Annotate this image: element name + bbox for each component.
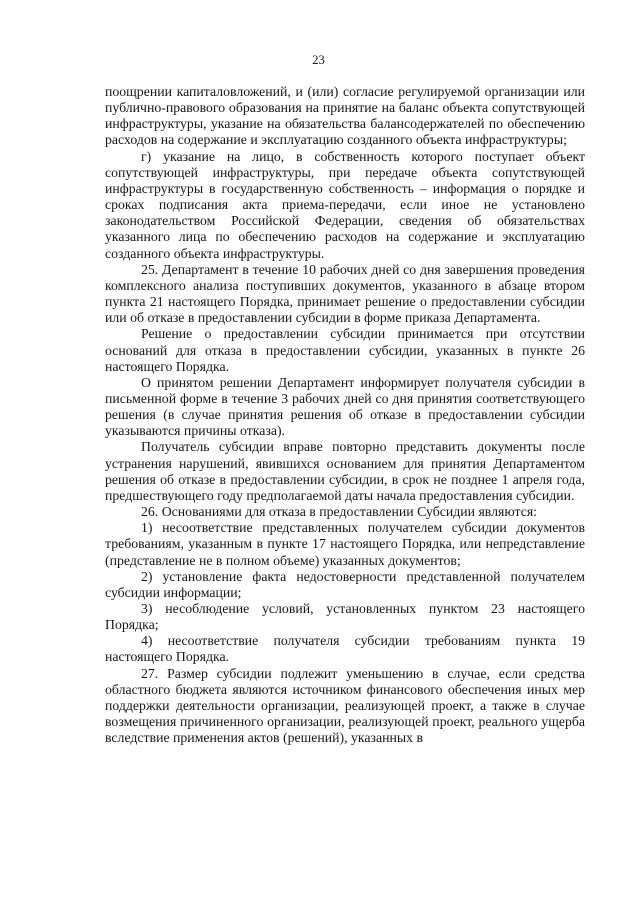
paragraph-ground-3: 3) несоблюдение условий, установленных пунктом 23 настоящего Порядка; bbox=[105, 601, 585, 633]
paragraph-ground-4: 4) несоответствие получателя субсидии требованиям пункта 19 настоящего Порядка. bbox=[105, 633, 585, 665]
paragraph-clause-25: 25. Департамент в течение 10 рабочих дней со дня завершения проведения комплексного анализа поступивших документов, указанного в абзаце втором пункта 21 настоящего Порядка, принимает решение о предоставлении субсидии или об отказе в предоставлении субсидии в форме приказа Департамента. bbox=[105, 261, 585, 326]
paragraph-ground-2: 2) установление факта недостоверности представленной получателем субсидии информации; bbox=[105, 568, 585, 600]
document-body bbox=[105, 84, 585, 746]
paragraph-resubmission: Получатель субсидии вправе повторно представить документы после устранения нарушений, явившихся основанием для принятия Департаментом решения об отказе в предоставлении субсидии, в срок не позднее 1 апреля года, предшествующего году предполагаемой даты начала предоставления субсидии. bbox=[105, 439, 585, 503]
paragraph-clause-26: 26. Основаниями для отказа в предоставлении Субсидии являются: bbox=[141, 504, 537, 520]
paragraph-decision: Решение о предоставлении субсидии принимается при отсутствии оснований для отказа в предоставлении субсидии, указанных в пункте 26 настоящего Порядка. bbox=[105, 326, 585, 374]
paragraph-continuation: поощрении капиталовложений, и (или) согласие регулируемой организации или публично-правового образования на принятие на баланс объекта сопутствующей инфраструктуры, указание на обязательства балансодержателей по обеспечению расходов на содержание и эксплуатацию созданного объекта инфраструктуры; bbox=[105, 84, 585, 148]
paragraph-item-g: г) указание на лицо, в собственность которого поступает объект сопутствующей инфраструктуры, при передаче объекта сопутствующей инфраструктуры в государственную собственность – информация о порядке и сроках подписания акта приема-передачи, если иное не установлено законодательством Российской Федерации, сведения об обязательствах указанного лица по обеспечению расходов на содержание и эксплуатацию созданного объекта инфраструктуры. bbox=[105, 148, 585, 261]
page-number: 23 bbox=[312, 53, 325, 67]
paragraph-ground-1: 1) несоответствие представленных получателем субсидии документов требованиям, указанным в пункте 17 настоящего Порядка, или непредставление (представление не в полном объеме) указанных документов; bbox=[105, 520, 585, 568]
paragraph-clause-27: 27. Размер субсидии подлежит уменьшению в случае, если средства областного бюджета являются источником финансового обеспечения иных мер поддержки деятельности организации, реализующей проект, а также в случае возмещения причиненного организации, реализующей проект, реального ущерба вследствие применения актов (решений), указанных в bbox=[105, 665, 585, 746]
paragraph-notification: О принятом решении Департамент информирует получателя субсидии в письменной форме в течение 3 рабочих дней со дня принятия соответствующего решения (в случае принятия решения об отказе в предоставлении субсидии указываются причины отказа). bbox=[105, 374, 585, 439]
